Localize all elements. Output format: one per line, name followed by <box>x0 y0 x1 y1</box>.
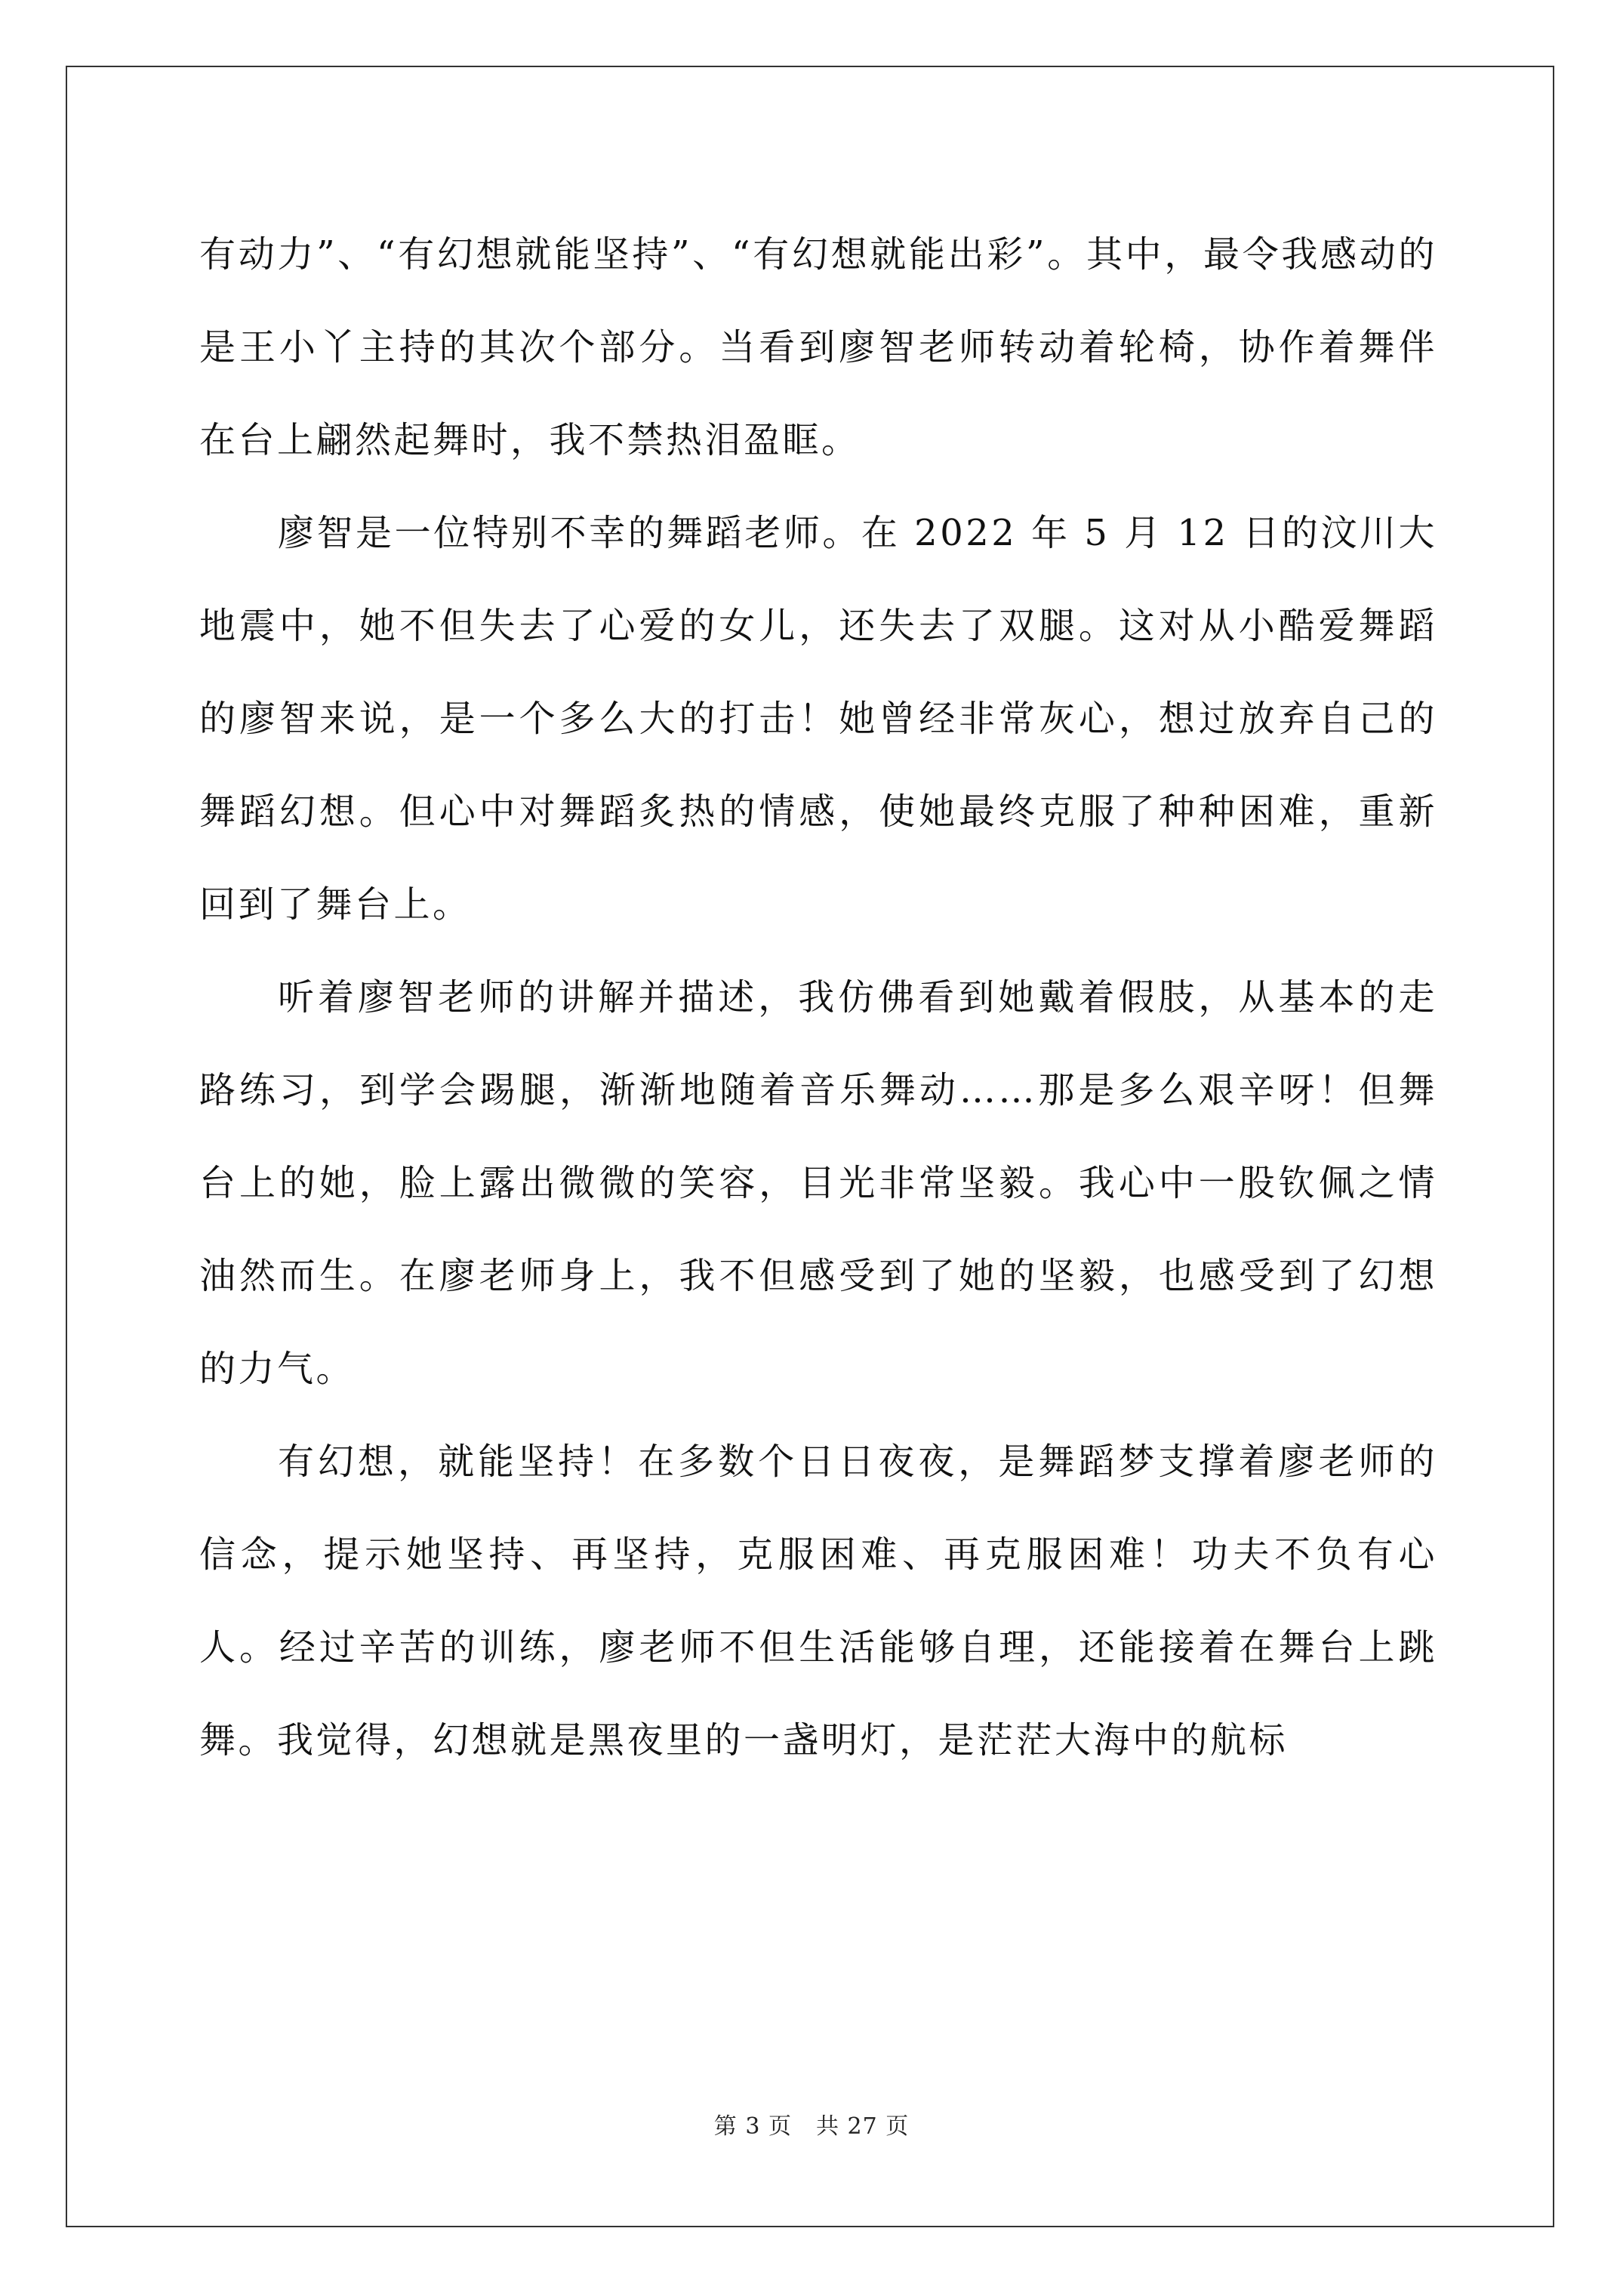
paragraph-2: 廖智是一位特别不幸的舞蹈老师。在 2022 年 5 月 12 日的汶川大地震中，她不但失去了心爱的女儿，还失去了双腿。这对从小酷爱舞蹈的廖智来说，是一个多么大的打击！她曾经非常灰心，想过放弃自己的舞蹈幻想。但心中对舞蹈炙热的情感，使她最终克服了种种困难，重新回到了舞台上。 <box>199 512 1437 926</box>
paragraph-3: 听着廖智老师的讲解并描述，我仿佛看到她戴着假肢，从基本的走路练习，到学会踢腿，渐渐地随着音乐舞动……那是多么艰辛呀！但舞台上的她，脸上露出微微的笑容，目光非常坚毅。我心中一股钦佩之情油然而生。在廖老师身上，我不但感受到了她的坚毅，也感受到了幻想的力气。 <box>199 976 1437 1390</box>
document-body <box>199 208 1437 1787</box>
paragraph-1: 有动力”、“有幻想就能坚持”、“有幻想就能出彩”。其中，最令我感动的是王小丫主持的其次个部分。当看到廖智老师转动着轮椅，协作着舞伴在台上翩然起舞时，我不禁热泪盈眶。 <box>199 233 1437 461</box>
page-footer <box>0 2107 1623 2140</box>
page-total: 共 27 页 <box>815 2113 910 2140</box>
paragraph-4: 有幻想，就能坚持！在多数个日日夜夜，是舞蹈梦支撑着廖老师的信念，提示她坚持、再坚持，克服困难、再克服困难！功夫不负有心人。经过辛苦的训练，廖老师不但生活能够自理，还能接着在舞台上跳舞。我觉得，幻想就是黑夜里的一盏明灯，是茫茫大海中的航标 <box>199 1441 1437 1761</box>
page-number: 第 3 页 <box>713 2113 792 2140</box>
